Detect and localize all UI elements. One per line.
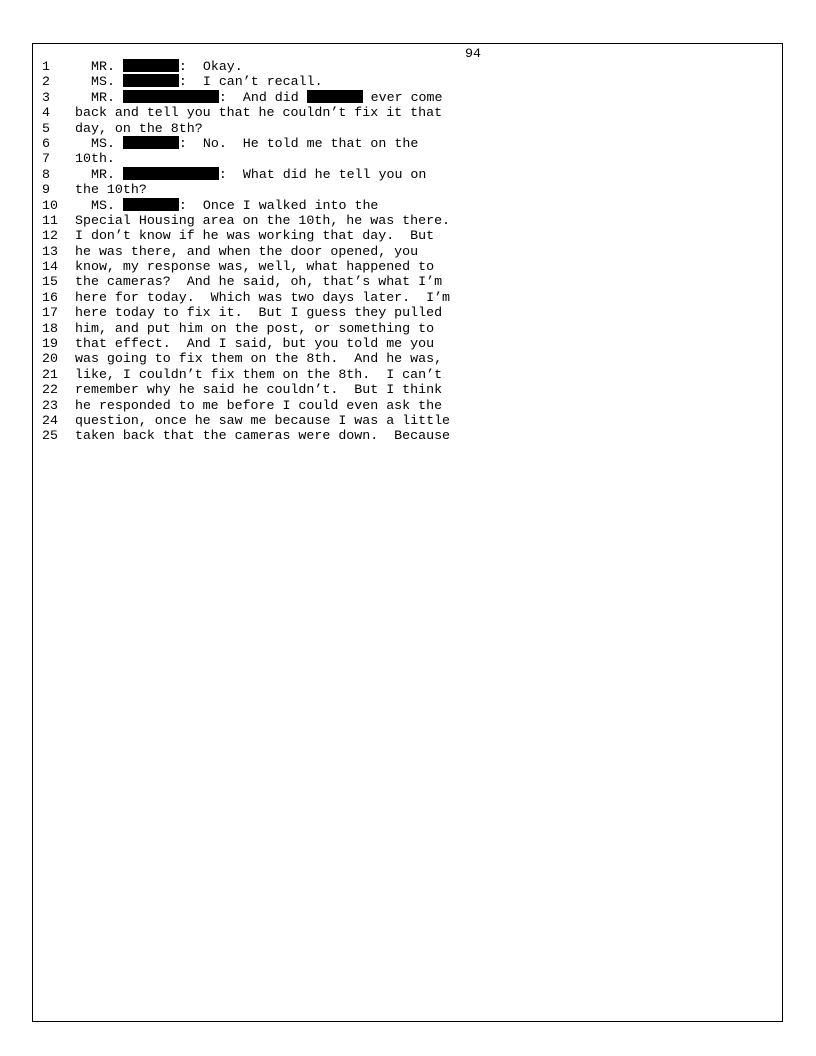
transcript-line <box>0 90 816 105</box>
transcript-line <box>0 274 816 289</box>
line-number: 3 <box>42 89 50 105</box>
line-text: question, once he saw me because I was a little <box>75 412 451 428</box>
line-text: 10th. <box>75 151 115 167</box>
redaction-block <box>307 90 363 103</box>
line-number: 13 <box>42 243 58 259</box>
line-text: taken back that the cameras were down. Because <box>75 428 451 444</box>
transcript-line <box>0 382 816 397</box>
transcript-line <box>0 121 816 136</box>
line-number: 20 <box>42 351 58 367</box>
transcript-line <box>0 290 816 305</box>
transcript-line <box>0 105 816 120</box>
line-number: 25 <box>42 428 58 444</box>
transcript-line <box>0 244 816 259</box>
transcript-line <box>0 198 816 213</box>
speaker-label: MS. <box>91 74 123 90</box>
line-number: 8 <box>42 166 50 182</box>
speaker-label: MR. <box>91 59 123 74</box>
transcript-line <box>0 428 816 443</box>
transcript-line <box>0 321 816 336</box>
line-number: 18 <box>42 320 58 336</box>
line-text-segment: : Okay. <box>178 59 243 74</box>
speaker-label: MS. <box>91 197 123 213</box>
redaction-block <box>123 59 179 72</box>
redaction-block <box>123 198 179 211</box>
line-text <box>75 167 426 182</box>
line-number: 12 <box>42 228 58 244</box>
transcript-line <box>0 136 816 151</box>
line-text-segment: : And did <box>218 89 307 105</box>
line-text-segment: ever come <box>362 89 443 105</box>
transcript-line <box>0 151 816 166</box>
transcript-line <box>0 228 816 243</box>
transcript-line <box>0 367 816 382</box>
line-text: was going to fix them on the 8th. And he was, <box>75 351 443 367</box>
redaction-block <box>123 74 179 87</box>
transcript-line <box>0 59 816 74</box>
line-number: 21 <box>42 366 58 382</box>
line-number: 15 <box>42 274 58 290</box>
transcript-line <box>0 74 816 89</box>
line-text <box>75 59 243 74</box>
line-number: 22 <box>42 382 58 398</box>
speaker-label: MS. <box>91 135 123 151</box>
transcript-line <box>0 213 816 228</box>
line-text-segment: : What did he tell you on <box>218 166 427 182</box>
speaker-label: MR. <box>91 166 123 182</box>
line-text: I don’t know if he was working that day. But <box>75 228 435 244</box>
line-text: here today to fix it. But I guess they pulled <box>75 305 443 321</box>
line-text: Special Housing area on the 10th, he was there. <box>75 212 451 228</box>
transcript-line <box>0 305 816 320</box>
transcript-line <box>0 167 816 182</box>
line-text-segment: : No. He told me that on the <box>178 135 419 151</box>
line-number: 24 <box>42 412 58 428</box>
speaker-label: MR. <box>91 89 123 105</box>
transcript-line <box>0 351 816 366</box>
redaction-block <box>123 90 219 103</box>
line-text: remember why he said he couldn’t. But I think <box>75 382 443 398</box>
line-number: 10 <box>42 197 58 213</box>
line-number: 9 <box>42 182 50 198</box>
line-number: 14 <box>42 259 58 275</box>
line-text <box>75 90 443 105</box>
line-text-segment: : Once I walked into the <box>178 197 379 213</box>
line-text: that effect. And I said, but you told me you <box>75 336 435 352</box>
transcript-line <box>0 336 816 351</box>
line-text: know, my response was, well, what happened to <box>75 259 435 275</box>
transcript-line <box>0 259 816 274</box>
line-number: 4 <box>42 105 50 121</box>
line-number: 6 <box>42 135 50 151</box>
redaction-block <box>123 167 219 180</box>
line-text <box>75 198 378 213</box>
transcript-line <box>0 398 816 413</box>
line-number: 2 <box>42 74 50 90</box>
page-number: 94 <box>465 46 481 61</box>
line-text: here for today. Which was two days later. I’m <box>75 289 451 305</box>
line-text: he was there, and when the door opened, you <box>75 243 419 259</box>
transcript-body <box>0 59 816 444</box>
line-text: like, I couldn’t fix them on the 8th. I can’t <box>75 366 443 382</box>
line-number: 16 <box>42 289 58 305</box>
line-text <box>75 74 323 89</box>
line-number: 19 <box>42 336 58 352</box>
line-text: him, and put him on the post, or something to <box>75 320 435 336</box>
line-text: the 10th? <box>75 182 147 198</box>
line-number: 17 <box>42 305 58 321</box>
transcript-line <box>0 182 816 197</box>
line-text: back and tell you that he couldn’t fix it that <box>75 105 443 121</box>
line-text-segment: : I can’t recall. <box>178 74 323 90</box>
line-text: the cameras? And he said, oh, that’s what I’m <box>75 274 443 290</box>
line-number: 11 <box>42 212 58 228</box>
line-number: 5 <box>42 120 50 136</box>
redaction-block <box>123 136 179 149</box>
transcript-line <box>0 413 816 428</box>
line-text: day, on the 8th? <box>75 120 203 136</box>
line-text <box>75 136 418 151</box>
line-number: 1 <box>42 59 50 74</box>
line-number: 23 <box>42 397 58 413</box>
line-number: 7 <box>42 151 50 167</box>
line-text: he responded to me before I could even ask the <box>75 397 443 413</box>
